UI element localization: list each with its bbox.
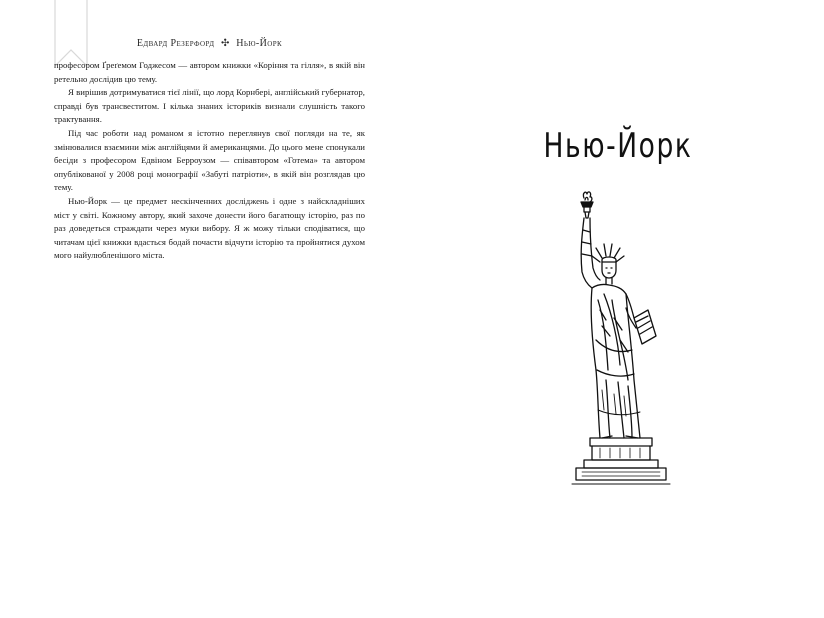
body-text — [54, 59, 365, 263]
bookmark-ribbon-icon — [54, 0, 88, 68]
running-head-ornament: ✣ — [220, 38, 230, 49]
chapter-title: Нью-Йорк — [543, 126, 693, 166]
running-head — [54, 38, 365, 49]
paragraph-1: професором Ґреґемом Годжесом — автором книжки «Коріння та гілля», в якій він ретельно дослідив цю тему. — [54, 60, 365, 84]
running-head-author: Едвард Резерфорд — [136, 38, 215, 49]
paragraph-2: Я вирішив дотримуватися тієї лінії, що лорд Корнбері, англійський губернатор, справді був трансвеститом. І кілька знаних істориків визнали слушність такого трактування. — [54, 87, 365, 125]
running-head-book-title: Нью-Йорк — [236, 38, 283, 49]
right-page — [412, 0, 824, 618]
paragraph-4: Нью-Йорк — це предмет нескінченних досліджень і одне з найскладніших міст у світі. Кожному автору, який захоче донести його багатющу історію, раз по раз доведеться страждати через муки вибору. Я ж можу тільки сподіватися, що читачам цієї книжки вдасться бодай почасти відчути історію та пройнятися духом мого найулюбленішого міста. — [54, 195, 365, 261]
paragraph-3: Під час роботи над романом я істотно переглянув свої погляди на те, як змінювалися взаємини між англійцями й американцями. До цього мене спонукали бесіди з професором Едвіном Берроузом — співавтором «Готема» та автором опублікованої у 2008 році монографії «Забуті патріоти», в якій він розглядав цю тему. — [54, 127, 365, 193]
statue-of-liberty-icon — [562, 190, 692, 490]
